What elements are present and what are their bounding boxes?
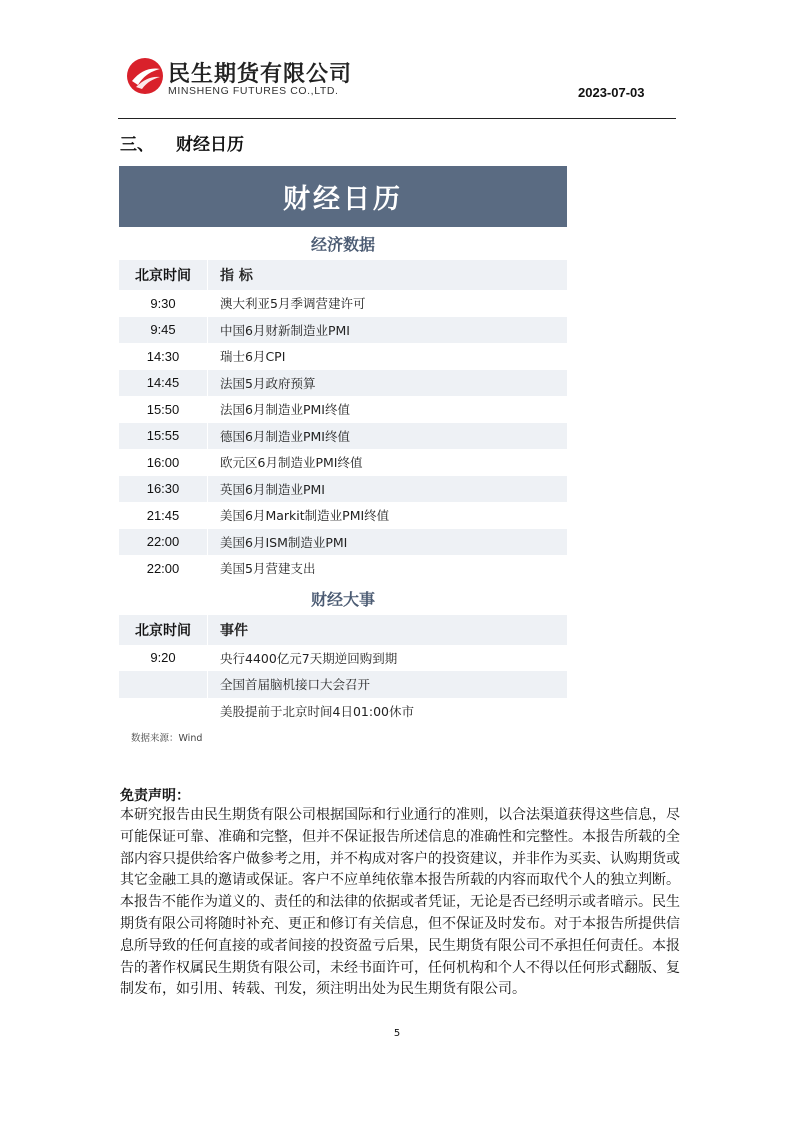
econ-row-time: 15:55 xyxy=(146,428,180,444)
event-row-item: 美股提前于北京时间4日01:00休市 xyxy=(220,703,414,719)
event-row-time: 9:20 xyxy=(150,650,176,666)
econ-row xyxy=(119,555,567,582)
econ-row xyxy=(119,370,567,397)
econ-row xyxy=(119,317,567,344)
econ-row xyxy=(119,529,567,556)
econ-row-time: 16:30 xyxy=(146,481,180,497)
econ-row-time: 16:00 xyxy=(146,454,180,470)
events-rows xyxy=(119,645,567,725)
econ-row xyxy=(119,343,567,370)
econ-row-item: 德国6月制造业PMI终值 xyxy=(220,428,350,444)
econ-row xyxy=(119,396,567,423)
econ-row-item: 英国6月制造业PMI xyxy=(220,481,325,497)
econ-row-time: 22:00 xyxy=(146,560,180,576)
econ-row-time: 21:45 xyxy=(146,507,180,523)
report-date: 2023-07-03 xyxy=(578,85,645,100)
econ-row-time: 9:45 xyxy=(150,322,176,338)
disclaimer-body: 本研究报告由民生期货有限公司根据国际和行业通行的准则，以合法渠道获得这些信息，尽可能保证可靠、准确和完整，但并不保证报告所述信息的准确性和完整性。本报告所载的全部内容只提供给客户做参考之用，并不构成对客户的投资建议，并非作为买卖、认购期货或其它金融工具的邀请或保证。客户不应单纯依靠本报告所载的内容而取代个人的独立判断。本报告不能作为道义的、责任的和法律的依据或者凭证，无论是否已经明示或者暗示。民生期货有限公司将随时补充、更正和修订有关信息，但不保证及时发布。对于本报告所提供信息所导致的任何直接的或者间接的投资盈亏后果，民生期货有限公司不承担任何责任。本报告的著作权属民生期货有限公司，未经书面许可，任何机构和个人不得以任何形式翻版、复制发布，如引用、转载、刊发，须注明出处为民生期货有限公司。 xyxy=(120,807,680,998)
econ-row xyxy=(119,476,567,503)
company-name-cn: 民生期货有限公司 xyxy=(168,62,353,87)
econ-row-item: 欧元区6月制造业PMI终值 xyxy=(220,455,363,471)
econ-row-time: 15:50 xyxy=(146,401,180,417)
event-row xyxy=(119,671,567,698)
header-divider xyxy=(118,118,676,119)
econ-row xyxy=(119,502,567,529)
event-row xyxy=(119,645,567,672)
section-number: 三、 xyxy=(120,135,154,155)
disclaimer-title: 免责声明： xyxy=(120,788,190,804)
econ-row xyxy=(119,290,567,317)
econ-row xyxy=(119,423,567,450)
econ-row-time: 14:45 xyxy=(146,375,180,391)
events-col-item: 事件 xyxy=(220,622,248,639)
events-subtitle: 财经大事 xyxy=(119,582,567,615)
section-title: 财经日历 xyxy=(176,135,244,155)
event-row xyxy=(119,698,567,725)
econ-row-item: 美国5月营建支出 xyxy=(220,561,316,577)
econ-row-item: 法国6月制造业PMI终值 xyxy=(220,402,350,418)
company-name-en: MINSHENG FUTURES CO.,LTD. xyxy=(168,85,339,97)
company-logo-icon xyxy=(126,57,164,95)
econ-header-row xyxy=(119,260,567,290)
econ-data-subtitle: 经济数据 xyxy=(119,227,567,260)
event-row-item: 全国首届脑机接口大会召开 xyxy=(220,677,371,693)
company-logo xyxy=(126,57,366,101)
econ-row-time: 22:00 xyxy=(146,534,180,550)
econ-row-item: 瑞士6月CPI xyxy=(220,349,286,365)
econ-row-item: 美国6月Markit制造业PMI终值 xyxy=(220,508,390,524)
econ-row-item: 美国6月ISM制造业PMI xyxy=(220,534,348,550)
econ-row xyxy=(119,449,567,476)
data-source: 数据来源：Wind xyxy=(131,733,203,744)
econ-row-item: 澳大利亚5月季调营建许可 xyxy=(220,296,366,312)
events-col-time: 北京时间 xyxy=(135,622,191,639)
calendar-banner: 财经日历 xyxy=(119,166,567,227)
econ-row-item: 法国5月政府预算 xyxy=(220,375,316,391)
events-header-row xyxy=(119,615,567,645)
event-row-item: 央行4400亿元7天期逆回购到期 xyxy=(220,650,398,666)
econ-row-item: 中国6月财新制造业PMI xyxy=(220,322,350,338)
econ-row-time: 9:30 xyxy=(150,295,176,311)
financial-calendar-image xyxy=(119,166,567,760)
econ-rows xyxy=(119,290,567,582)
page-number: 5 xyxy=(393,1028,401,1039)
econ-col-item: 指 标 xyxy=(220,268,253,284)
section-heading xyxy=(120,130,244,155)
econ-row-time: 14:30 xyxy=(146,348,180,364)
econ-col-time: 北京时间 xyxy=(135,268,191,284)
